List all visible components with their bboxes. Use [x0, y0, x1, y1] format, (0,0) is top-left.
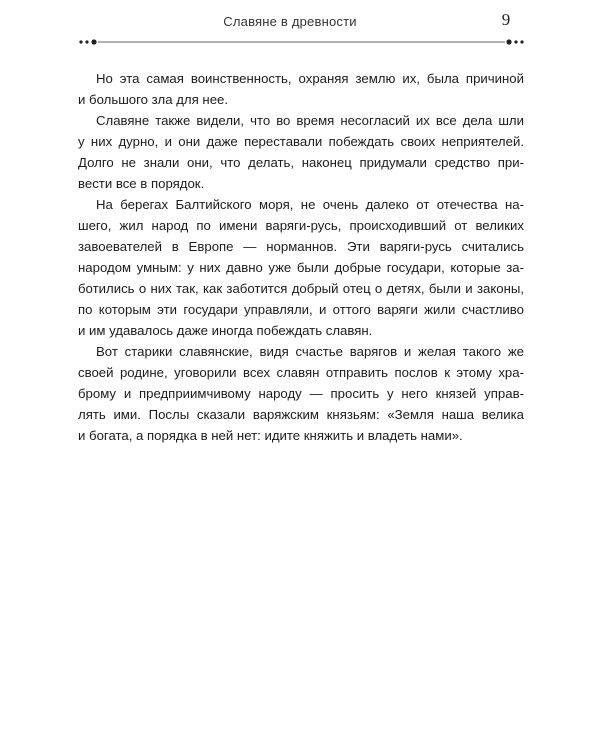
running-head-title: Славяне в древности: [223, 14, 357, 29]
text-line: ботились о них так, как заботится добрый отец о детях, были и законы,: [78, 281, 524, 296]
text-line: лять ими. Послы сказали варяжским князьям: «Земля наша велика: [78, 407, 524, 422]
text-line: и большого зла для нее.: [78, 92, 229, 107]
text-line: На берегах Балтийского моря, не очень далеко от отечества на-: [96, 197, 524, 212]
text-line: брому и предприимчивому народу — просить у него князей управ-: [78, 386, 524, 401]
text-line: Вот старики славянские, видя счастье варягов и желая такого же: [96, 344, 524, 359]
paragraph-2: [78, 110, 524, 194]
paragraph-1: [78, 68, 524, 110]
text-line: шего, жил народ по имени варяги-русь, происходивший от великих: [78, 218, 524, 233]
text-line: у них дурно, и они даже переставали побеждать своих неприятелей.: [78, 134, 524, 149]
text-line: народом умным: у них давно уже были добрые государи, которые за-: [78, 260, 524, 275]
body-text: [78, 68, 524, 446]
text-line: Долго не знали они, что делать, наконец придумали средство при-: [78, 155, 524, 170]
page-number: 9: [501, 10, 511, 29]
paragraph-4: [78, 341, 524, 446]
text-line: вести все в порядок.: [78, 176, 205, 191]
ornament-divider-icon: [78, 38, 525, 46]
text-line: своей родине, уговорили всех славян отправить послов к этому хра-: [78, 365, 524, 380]
header-ornament-rule: [78, 38, 525, 46]
text-line: завоевателей в Европе — норманнов. Эти варяги-русь считались: [78, 239, 524, 254]
text-line: по которым эти государи управляли, и оттого варяги жили счастливо: [78, 302, 524, 317]
text-line: Но эта самая воинственность, охраняя землю их, была причиной: [96, 71, 524, 86]
text-line: и им удавалось даже иногда побеждать славян.: [78, 323, 373, 338]
paragraph-3: [78, 194, 524, 341]
text-line: и богата, а порядка в ней нет: идите княжить и владеть нами».: [78, 428, 463, 443]
text-line: Славяне также видели, что во время несогласий их все дела шли: [96, 113, 524, 128]
